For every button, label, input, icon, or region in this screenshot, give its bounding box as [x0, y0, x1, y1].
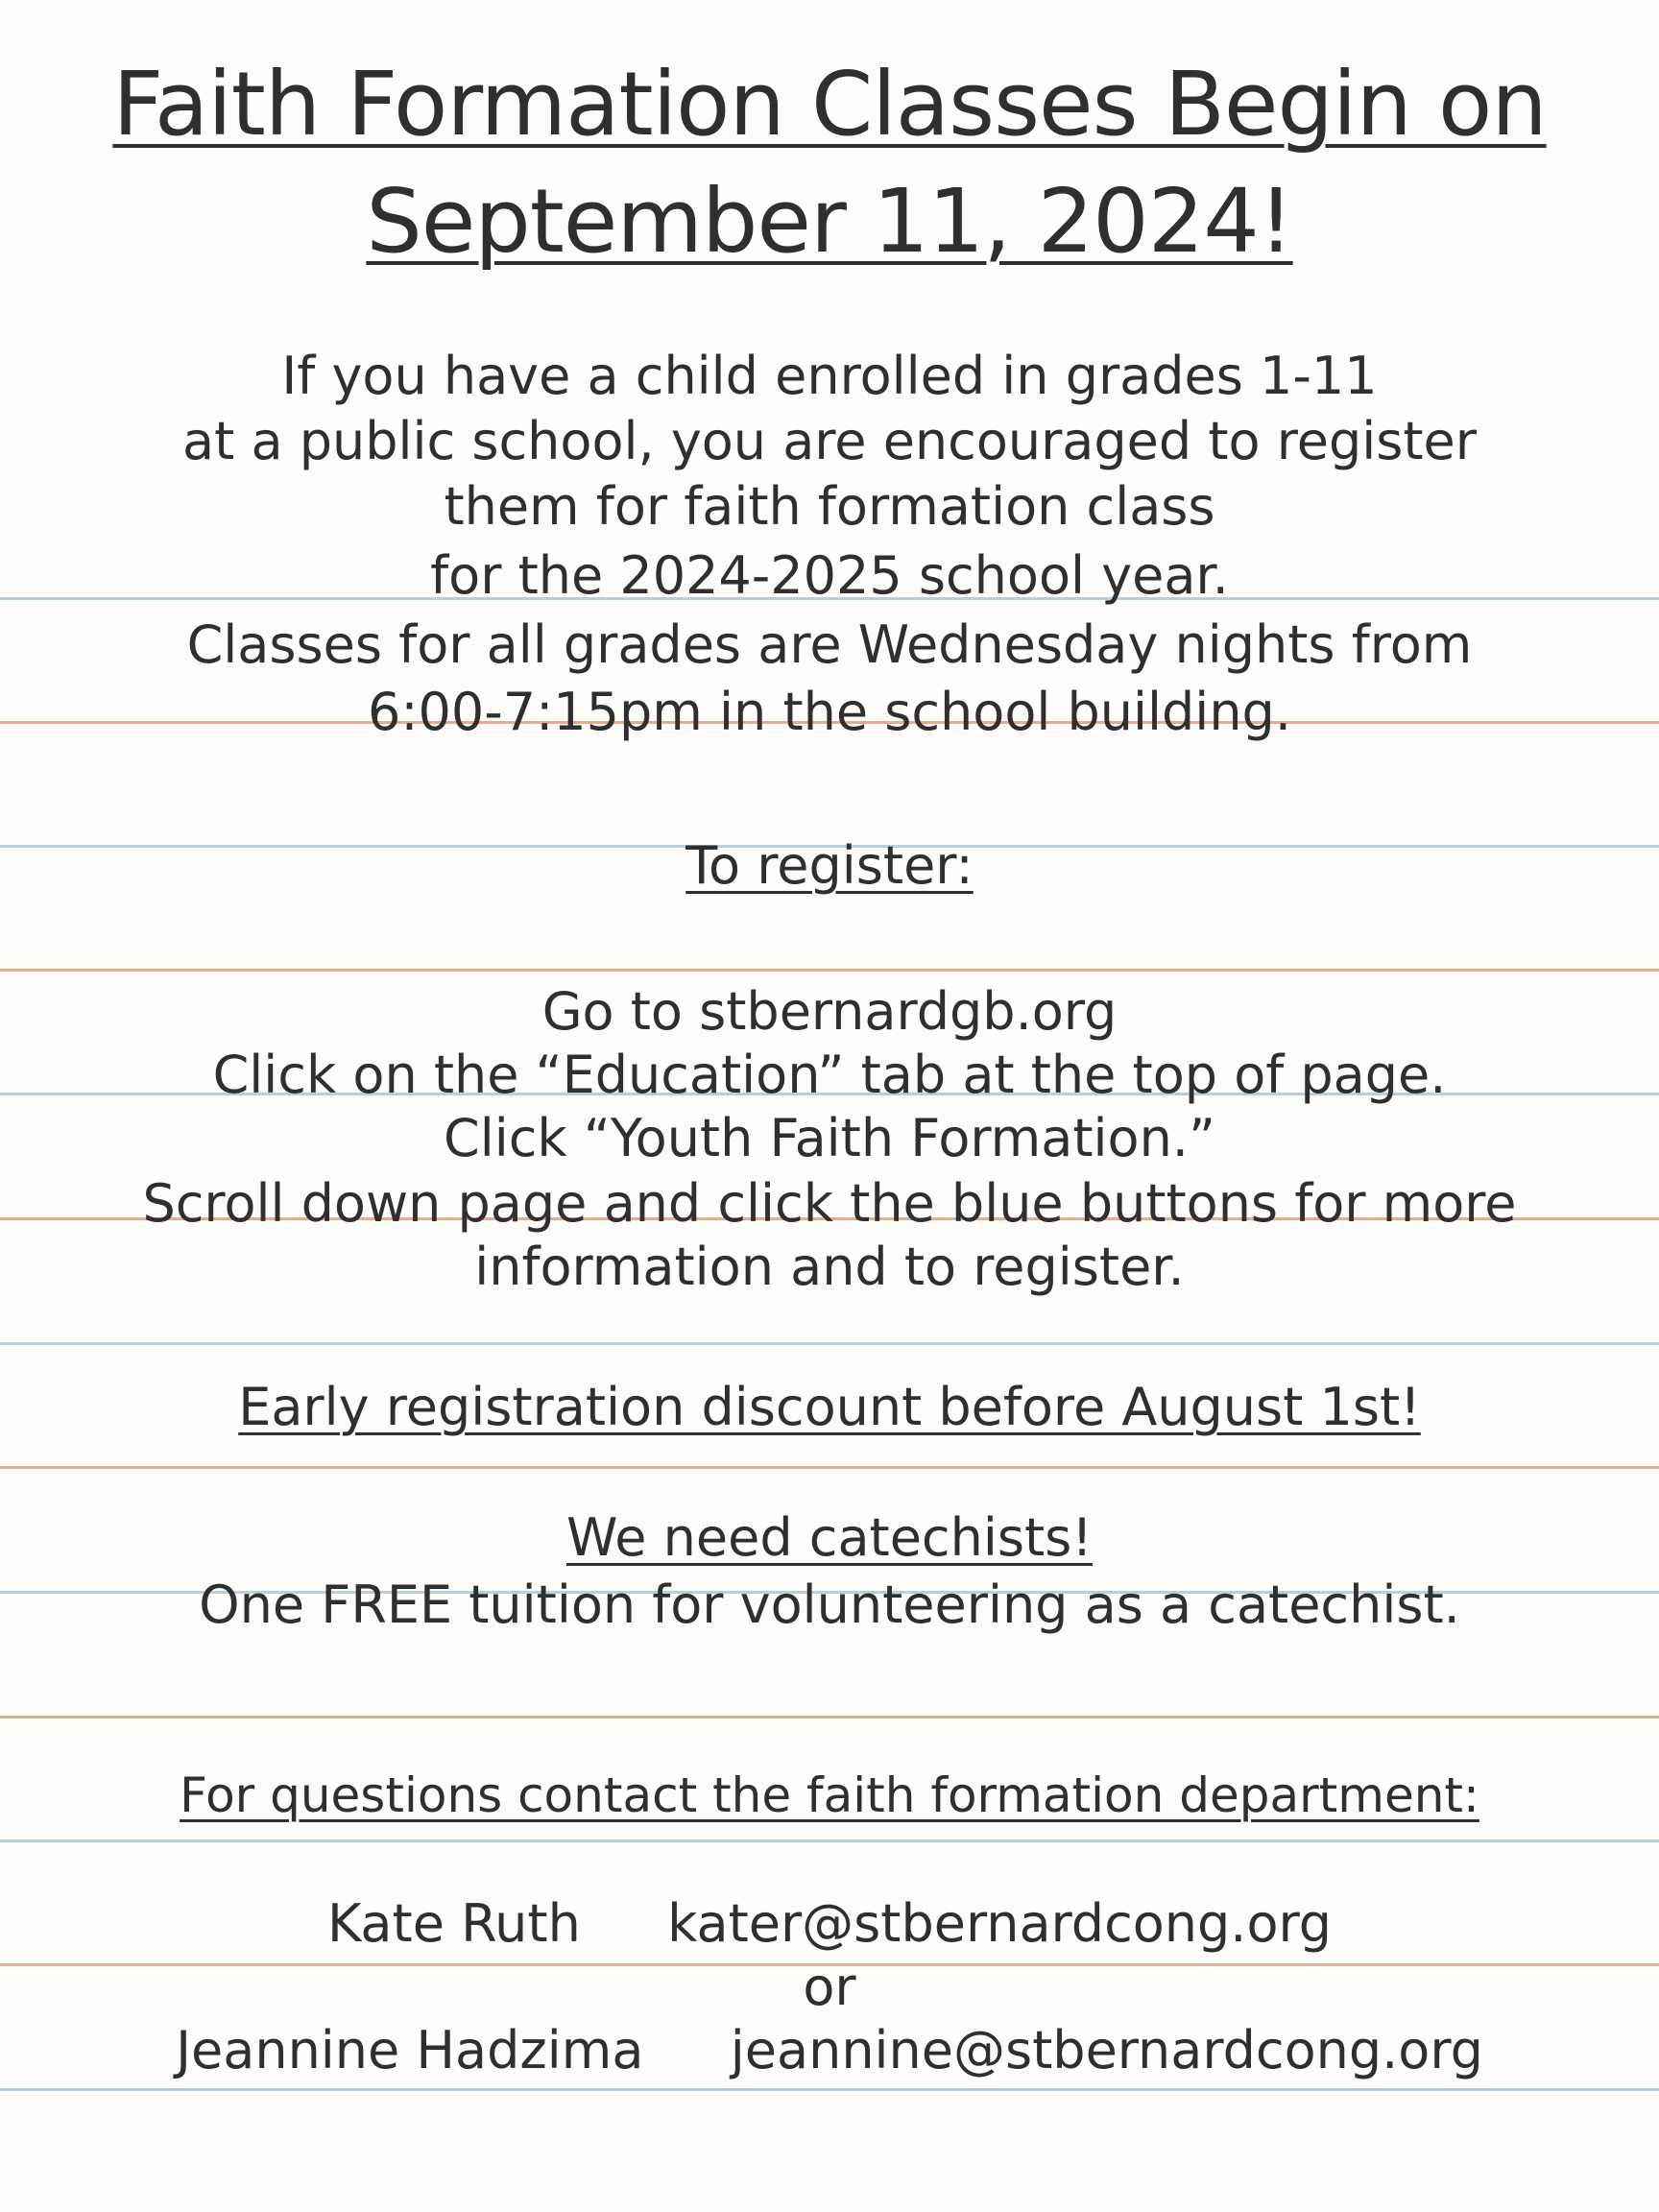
register-heading: [0, 833, 1659, 899]
title-line-1: Faith Formation Classes Begin on: [112, 53, 1547, 156]
contact-row: [0, 1891, 1659, 1957]
rule-line-orange: [0, 1716, 1659, 1719]
page-title-date: [0, 163, 1659, 280]
early-discount: [0, 1375, 1659, 1440]
register-step: Click “Youth Faith Formation.”: [444, 1108, 1215, 1168]
contact-email[interactable]: jeannine@stbernardcong.org: [730, 2020, 1483, 2080]
contact-email[interactable]: kater@stbernardcong.org: [667, 1893, 1333, 1954]
intro-line: If you have a child enrolled in grades 1-11: [281, 346, 1378, 406]
rule-line-blue: [0, 2088, 1659, 2091]
rule-line-orange: [0, 969, 1659, 972]
title-line-2: September 11, 2024!: [366, 170, 1293, 273]
contact-name: Kate Ruth: [326, 1893, 581, 1954]
catechists-heading-text: We need catechists!: [566, 1507, 1093, 1568]
rule-line-blue: [0, 1839, 1659, 1842]
intro-line: them for faith formation class: [444, 476, 1215, 537]
intro-line: at a public school, you are encouraged to register: [182, 411, 1477, 471]
register-heading-text: To register:: [685, 835, 974, 896]
intro-line: for the 2024-2025 school year.: [430, 545, 1229, 606]
register-step: Scroll down page and click the blue buttons for more: [142, 1173, 1517, 1234]
contact-row: [0, 2018, 1659, 2083]
rule-line-blue: [0, 1342, 1659, 1345]
contact-heading: [0, 1763, 1659, 1828]
register-step: information and to register.: [474, 1237, 1185, 1297]
contact-separator: or: [803, 1957, 856, 2017]
register-step: Go to stbernardgb.org: [541, 981, 1118, 1042]
contact-heading-text: For questions contact the faith formation department:: [180, 1767, 1479, 1823]
intro-line: Classes for all grades are Wednesday nights from: [186, 614, 1473, 675]
catechists-heading: [0, 1505, 1659, 1571]
page-title: [0, 46, 1659, 163]
contact-name: Jeannine Hadzima: [176, 2020, 644, 2080]
catechists-text: One FREE tuition for volunteering as a catechist.: [199, 1575, 1460, 1635]
rule-line-orange: [0, 1466, 1659, 1469]
intro-line: 6:00-7:15pm in the school building.: [368, 682, 1291, 742]
register-step: Click on the “Education” tab at the top of page.: [212, 1045, 1447, 1105]
early-discount-text: Early registration discount before August 1st!: [238, 1377, 1421, 1437]
